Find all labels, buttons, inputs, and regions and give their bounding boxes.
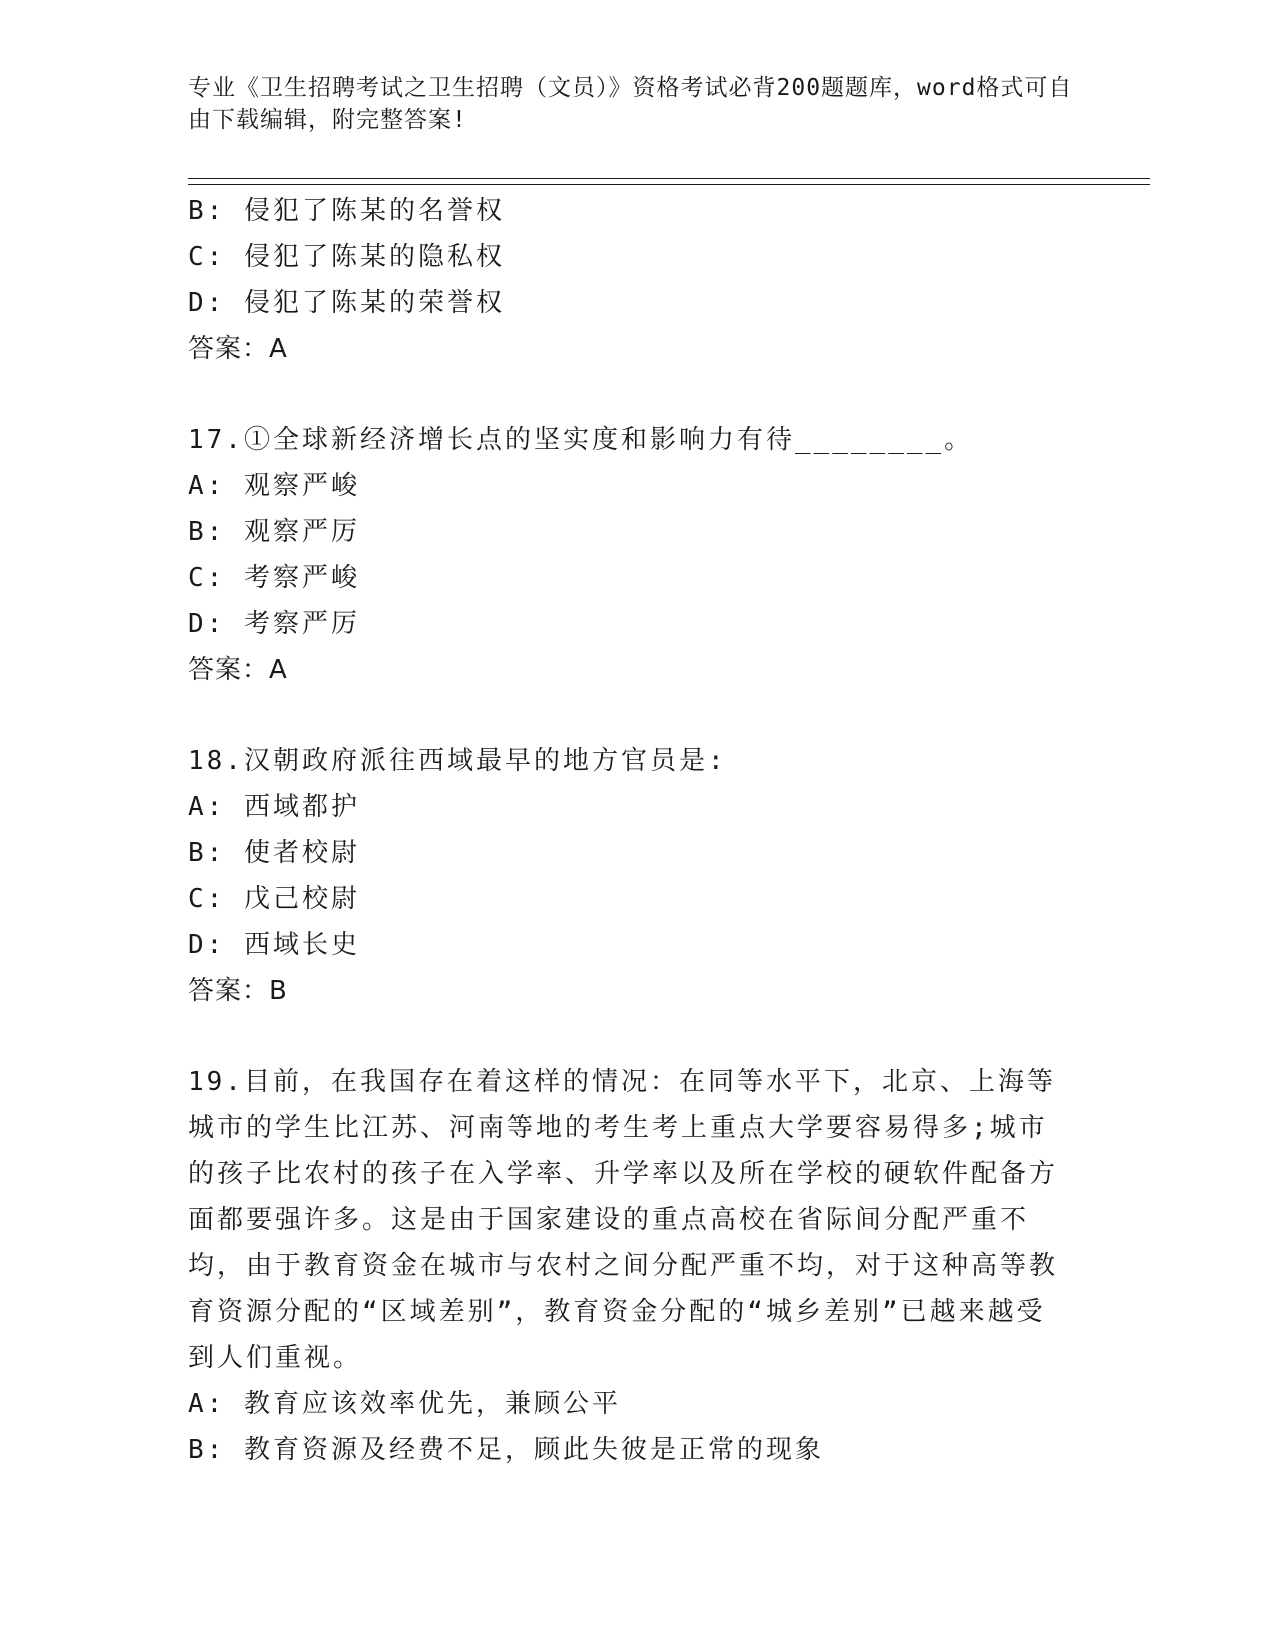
option-d: D: 考察严厉 <box>188 609 360 639</box>
answer-line: 答案：B <box>188 976 288 1006</box>
question-list <box>188 188 1088 1473</box>
option-b: B: 侵犯了陈某的名誉权 <box>188 196 505 226</box>
option-a: A: 观察严峻 <box>188 471 360 501</box>
option-b: B: 观察严厉 <box>188 517 360 547</box>
option-c: C: 戊己校尉 <box>188 884 360 914</box>
question-block-17 <box>188 417 1088 693</box>
option-b: B: 使者校尉 <box>188 838 360 868</box>
header-title: 专业《卫生招聘考试之卫生招聘（文员）》资格考试必背200题题库，word格式可自由下载编辑，附完整答案! <box>188 75 1073 133</box>
option-b: B: 教育资源及经费不足，顾此失彼是正常的现象 <box>188 1435 824 1465</box>
option-d: D: 侵犯了陈某的荣誉权 <box>188 288 505 318</box>
answer-line: 答案：A <box>188 334 288 364</box>
option-c: C: 考察严峻 <box>188 563 360 593</box>
spacer <box>188 372 1088 417</box>
question-stem: 18.汉朝政府派往西域最早的地方官员是: <box>188 746 727 776</box>
spacer <box>188 693 1088 738</box>
question-stem: 17.①全球新经济增长点的坚实度和影响力有待________。 <box>188 425 974 455</box>
question-block-18 <box>188 738 1088 1014</box>
header-rule-top <box>188 178 1150 179</box>
option-c: C: 侵犯了陈某的隐私权 <box>188 242 505 272</box>
option-a: A: 教育应该效率优先，兼顾公平 <box>188 1389 621 1419</box>
spacer <box>188 1014 1088 1059</box>
question-block-19 <box>188 1059 1088 1473</box>
answer-line: 答案：A <box>188 655 288 685</box>
header-rule-bottom <box>188 184 1150 185</box>
question-block-prev <box>188 188 1088 372</box>
document-header <box>188 72 1088 136</box>
question-stem: 19.目前，在我国存在着这样的情况：在同等水平下，北京、上海等城市的学生比江苏、河南等地的考生考上重点大学要容易得多;城市的孩子比农村的孩子在入学率、升学率以及所在学校的硬软件配备方面都要强许多。这是由于国家建设的重点高校在省际间分配严重不均，由于教育资金在城市与农村之间分配严重不均，对于这种高等教育资源分配的“区域差别”，教育资金分配的“城乡差别”已越来越受到人们重视。 <box>188 1067 1059 1373</box>
option-d: D: 西域长史 <box>188 930 360 960</box>
option-a: A: 西域都护 <box>188 792 360 822</box>
